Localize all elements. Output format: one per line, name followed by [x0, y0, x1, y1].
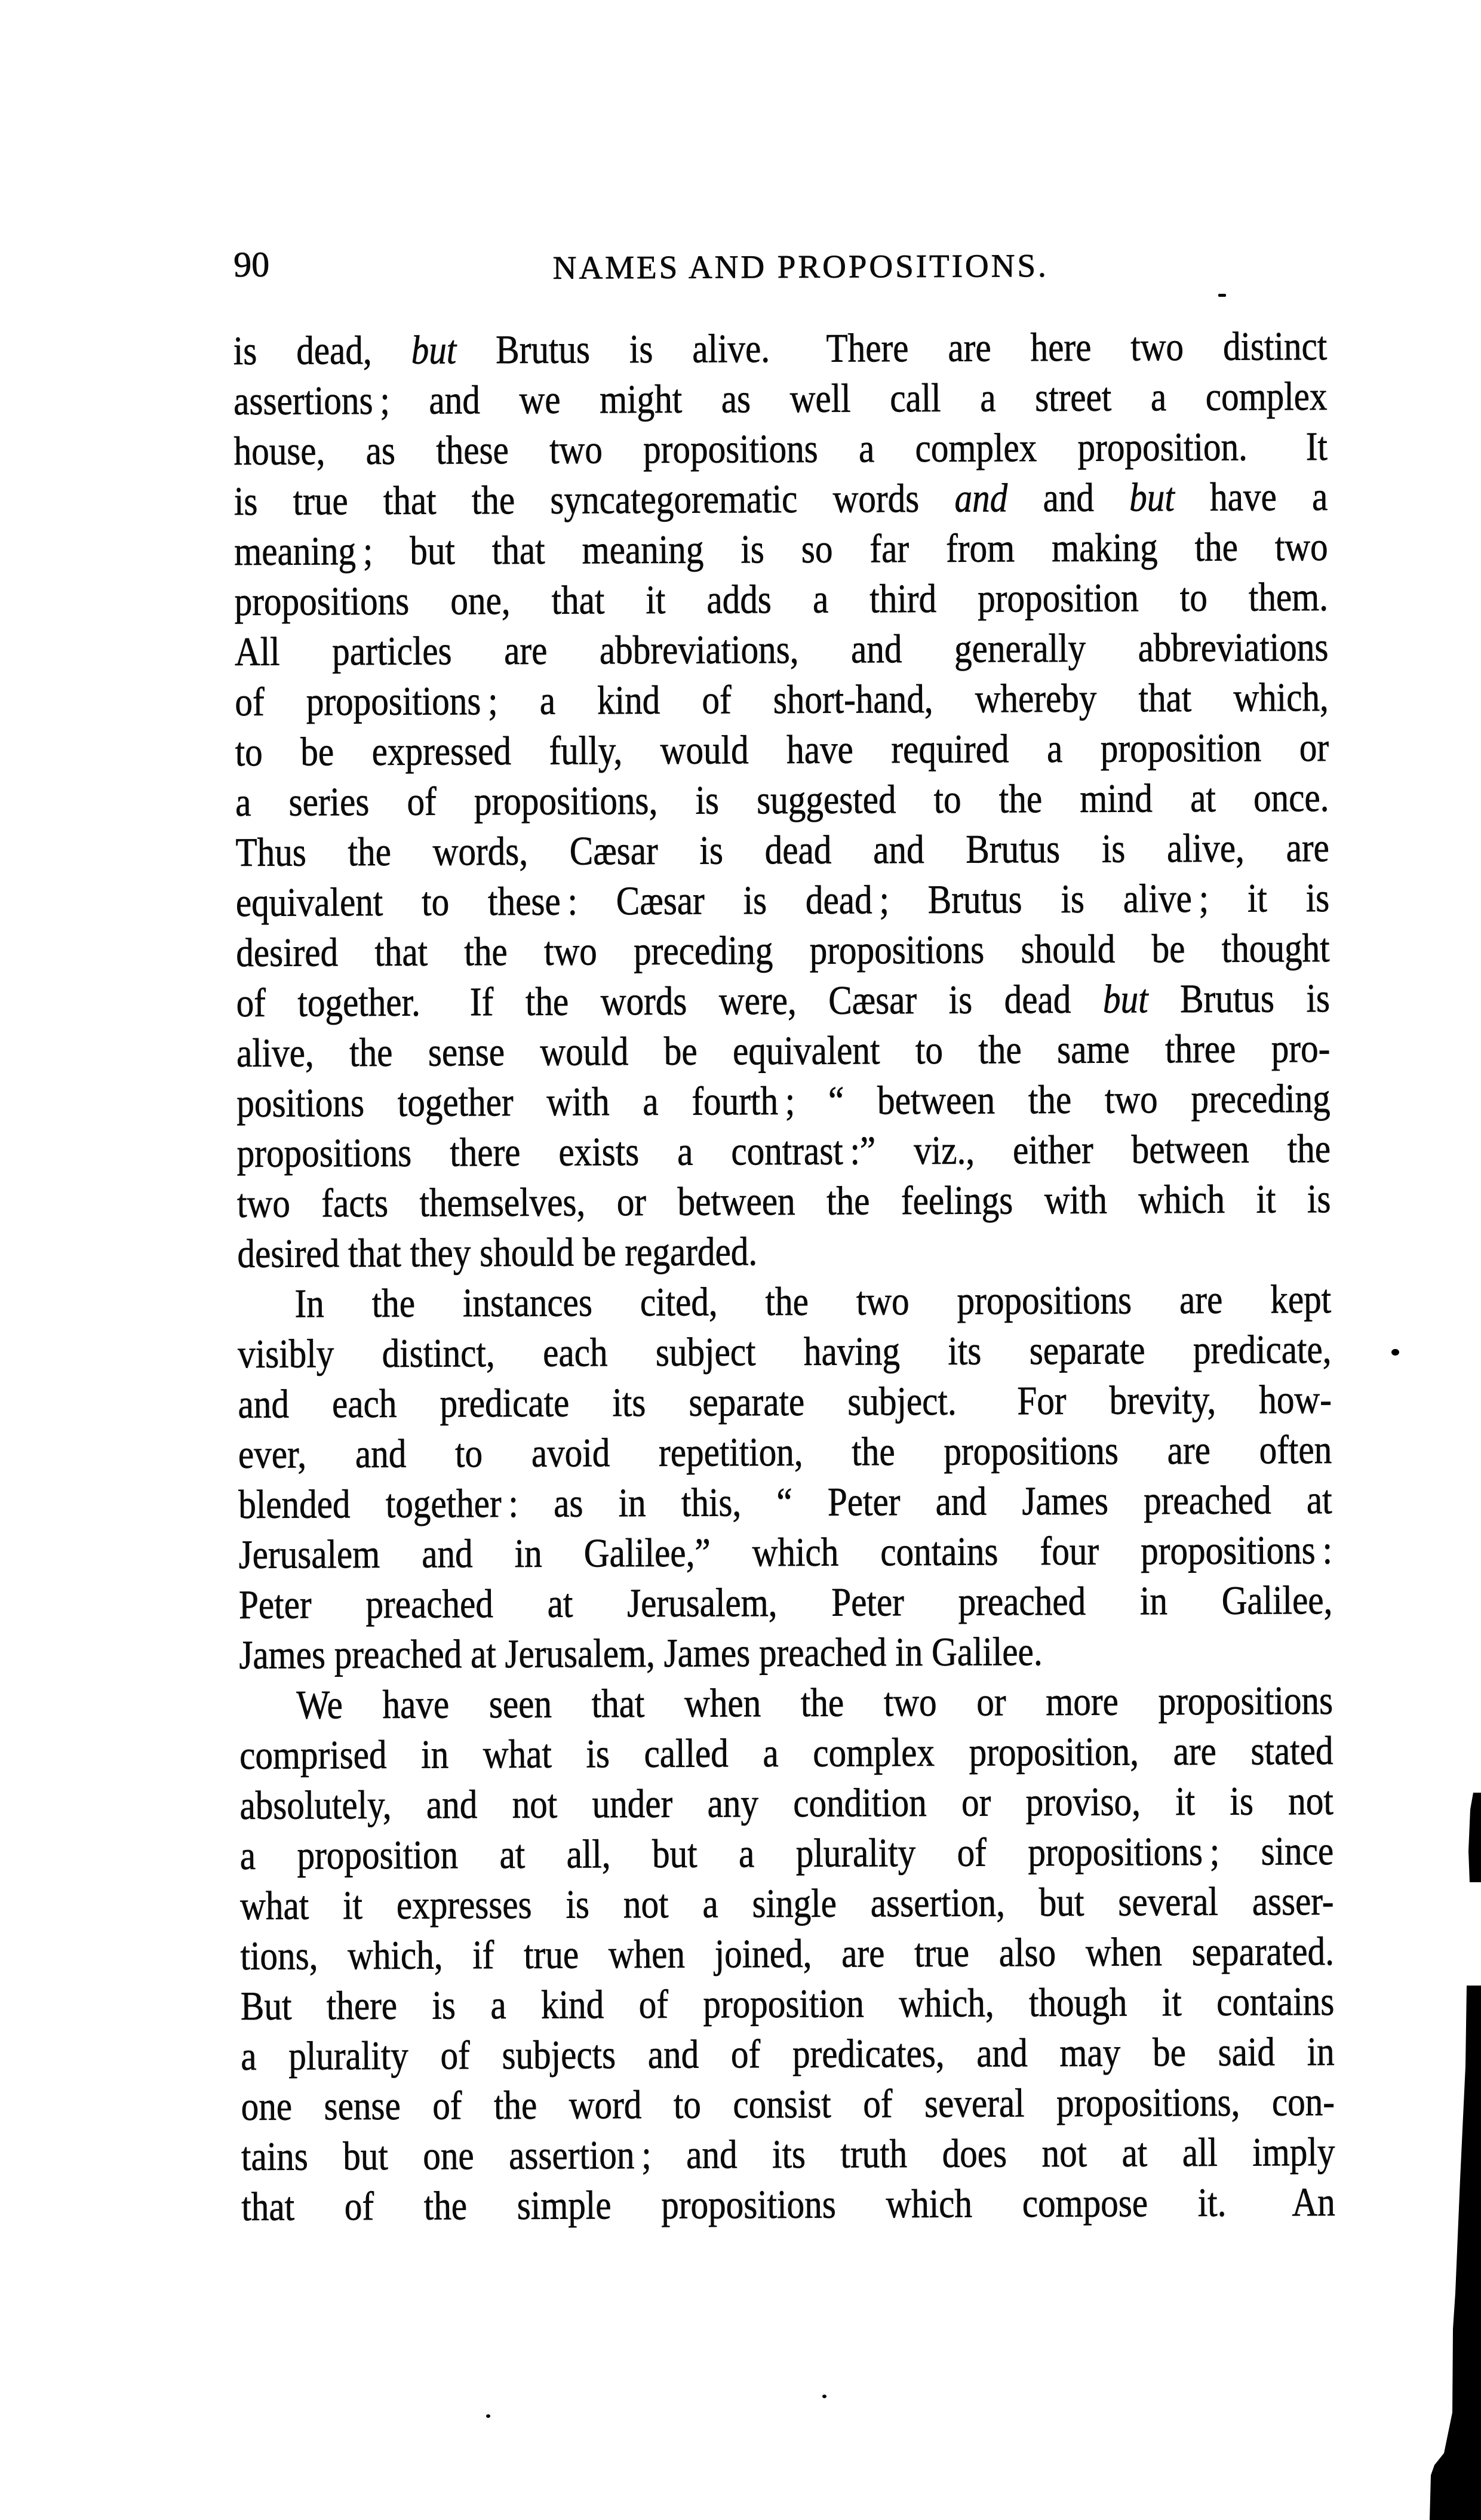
scan-edge-band: [1430, 1986, 1481, 2520]
text-line: meaning ; but that meaning is so far from making the two: [234, 524, 1328, 574]
text-line: absolutely, and not under any condition or proviso, it is not: [239, 1778, 1333, 1828]
text-line: equivalent to these : Cæsar is dead ; Brutus is alive ; it is: [235, 875, 1330, 926]
text-line: is true that the syncategorematic words and and but have a: [233, 474, 1328, 524]
text-line: desired that they should be regarded.: [237, 1228, 758, 1277]
text-line: tains but one assertion ; and its truth does not at all imply: [241, 2129, 1335, 2179]
running-header-title: NAMES AND PROPOSITIONS.: [552, 247, 1049, 286]
text-line: tions, which, if true when joined, are true also when separated.: [240, 1928, 1335, 1979]
text-line: blended together : as in this, “ Peter and James preached at: [238, 1477, 1332, 1528]
text-line: desired that the two preceding propositions should be thought: [236, 925, 1330, 976]
text-line: house, as these two propositions a complex proposition. It: [233, 423, 1328, 474]
text-line: In the instances cited, the two propositions are kept: [294, 1276, 1332, 1326]
scan-speck-margin: [1391, 1349, 1399, 1356]
text-line: ever, and to avoid repetition, the propositions are often: [238, 1427, 1332, 1477]
text-line: one sense of the word to consist of several propositions, con-: [241, 2079, 1335, 2129]
text-line: alive, the sense would be equivalent to the same three pro-: [236, 1025, 1331, 1076]
text-line: Jerusalem and in Galilee,” which contains four propositions :: [238, 1527, 1333, 1578]
scan-speck-bottom-left: [486, 2414, 490, 2418]
text-line: We have seen that when the two or more propositions: [296, 1677, 1333, 1728]
text-line: of propositions ; a kind of short-hand, whereby that which,: [235, 674, 1329, 725]
text-line: But there is a kind of proposition which, though it contains: [240, 1978, 1335, 2029]
text-line: propositions one, that it adds a third proposition to them.: [234, 574, 1329, 625]
page-number: 90: [233, 244, 270, 285]
text-line: a series of propositions, is suggested to the mind at once.: [235, 775, 1329, 825]
text-line: to be expressed fully, would have required a proposition or: [235, 724, 1329, 775]
text-line: what it expresses is not a single assertion, but several asser-: [240, 1878, 1334, 1929]
text-line: is dead, but Brutus is alive. There are here two distinct: [233, 323, 1328, 374]
text-line: two facts themselves, or between the feelings with which it is: [236, 1176, 1331, 1227]
scan-speck-dash: [1218, 294, 1226, 297]
text-line: James preached at Jerusalem, James preached in Galilee.: [239, 1628, 1043, 1678]
text-line: a proposition at all, but a plurality of propositions ; since: [239, 1828, 1334, 1879]
text-line: positions together with a fourth ; “ between the two preceding: [236, 1075, 1331, 1126]
text-line: assertions ; and we might as well call a street a complex: [233, 373, 1328, 424]
text-line: propositions there exists a contrast :” viz., either between the: [236, 1126, 1331, 1176]
text-line: and each predicate its separate subject. For brevity, how-: [238, 1376, 1332, 1427]
scan-edge-shadow: [1421, 1785, 1481, 2520]
scan-edge-blob: [1468, 1793, 1481, 1882]
text-line: Peter preached at Jerusalem, Peter preached in Galilee,: [238, 1577, 1333, 1628]
text-line: that of the simple propositions which compose it. An: [241, 2179, 1335, 2229]
text-line: All particles are abbreviations, and generally abbreviations: [234, 624, 1329, 675]
text-line: comprised in what is called a complex proposition, are stated: [239, 1728, 1333, 1778]
text-line: a plurality of subjects and of predicates, and may be said in: [241, 2029, 1335, 2079]
scan-speck-bottom-right: [822, 2395, 826, 2398]
text-line: of together. If the words were, Cæsar is dead but Brutus is: [236, 975, 1331, 1026]
text-line: Thus the words, Cæsar is dead and Brutus is alive, are: [235, 825, 1329, 875]
body-text: [233, 321, 1335, 2232]
text-line: visibly distinct, each subject having its separate predicate,: [237, 1326, 1332, 1377]
